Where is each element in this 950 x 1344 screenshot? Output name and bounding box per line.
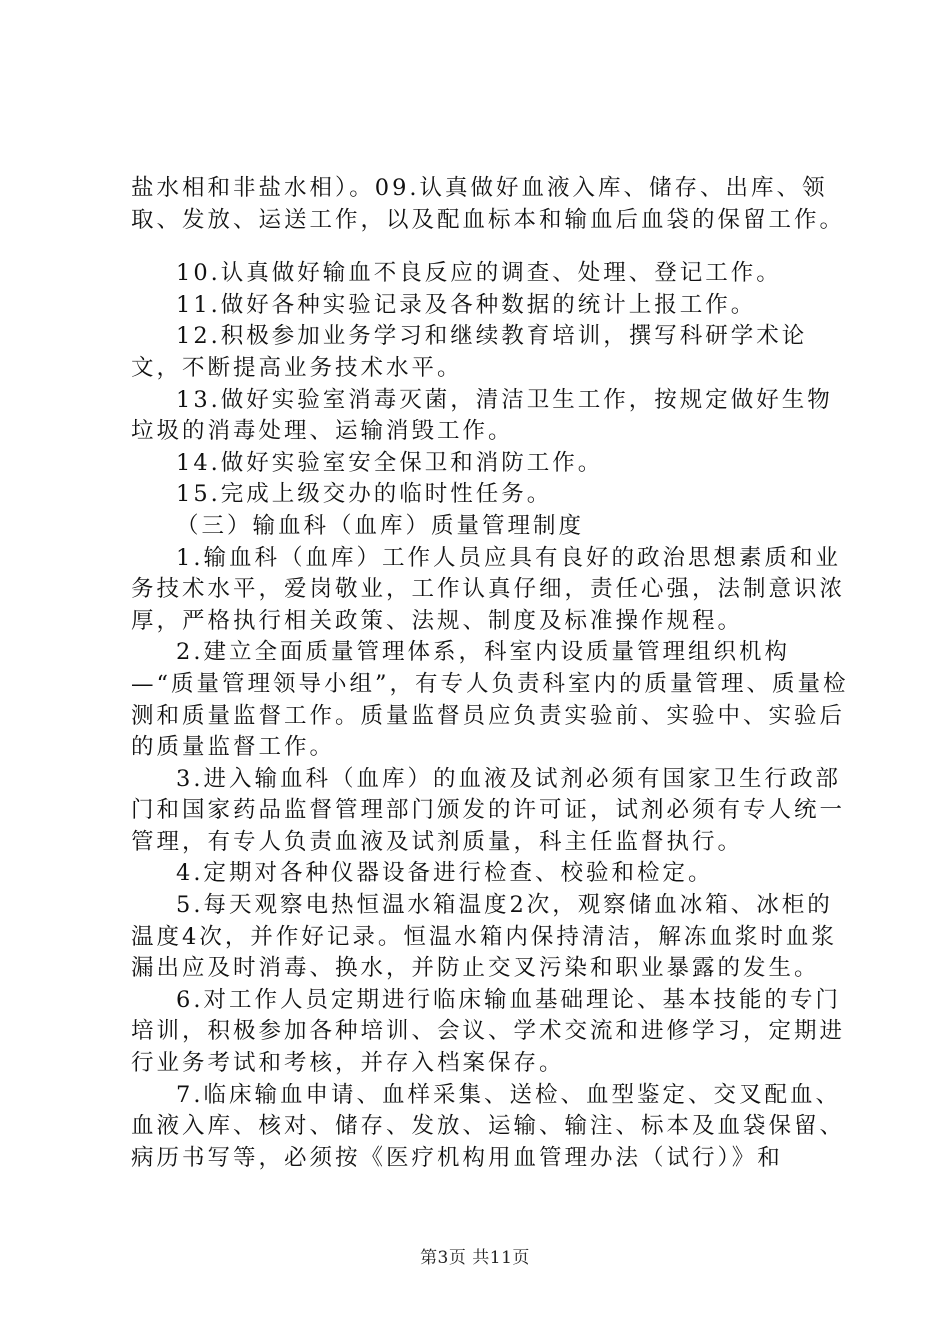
paragraph-rule-3: 3.进入输血科（血库）的血液及试剂必须有国家卫生行政部门和国家药品监督管理部门颁发的许可证，试剂必须有专人统一管理，有专人负责血液及试剂质量，科主任监督执行。 xyxy=(131,765,846,855)
paragraph-rule-5: 5.每天观察电热恒温水箱温度2次，观察储血冰箱、冰柜的温度4次，并作好记录。恒温水箱内保持清洁，解冻血浆时血浆漏出应及时消毒、换水，并防止交叉污染和职业暴露的发生。 xyxy=(131,892,837,982)
paragraph-rule-1: 1.输血科（血库）工作人员应具有良好的政治思想素质和业务技术水平，爱岗敬业，工作认真仔细，责任心强，法制意识浓厚，严格执行相关政策、法规、制度及标准操作规程。 xyxy=(131,544,846,634)
paragraph-item-15: 15.完成上级交办的临时性任务。 xyxy=(176,481,553,508)
document-body xyxy=(131,173,851,1174)
page-number-footer: 第3页 共11页 xyxy=(420,1248,530,1268)
section-heading: （三）输血科（血库）质量管理制度 xyxy=(176,512,585,539)
paragraph-item-11: 11.做好各种实验记录及各种数据的统计上报工作。 xyxy=(176,291,757,318)
paragraph-item-12: 12.积极参加业务学习和继续教育培训，撰写科研学术论文，不断提高业务技术水平。 xyxy=(131,323,808,381)
paragraph-item-10: 10.认真做好输血不良反应的调查、处理、登记工作。 xyxy=(176,260,782,287)
paragraph-rule-4: 4.定期对各种仪器设备进行检查、校验和检定。 xyxy=(176,860,714,887)
paragraph-rule-2: 2.建立全面质量管理体系，科室内设质量管理组织机构—“质量管理领导小组”，有专人负责科室内的质量管理、质量检测和质量监督工作。质量监督员应负责实验前、实验中、实验后的质量监督工作。 xyxy=(131,639,849,761)
paragraph-rule-6: 6.对工作人员定期进行临床输血基础理论、基本技能的专门培训，积极参加各种培训、会议、学术交流和进修学习，定期进行业务考试和考核，并存入档案保存。 xyxy=(131,986,846,1077)
paragraph-item-13: 13.做好实验室消毒灭菌，清洁卫生工作，按规定做好生物垃圾的消毒处理、运输消毁工作。 xyxy=(131,386,833,445)
paragraph-rule-7: 7.临床输血申请、血样采集、送检、血型鉴定、交叉配血、血液入库、核对、储存、发放、运输、输注、标本及血袋保留、病历书写等，必须按《医疗机构用血管理办法（试行）》和 xyxy=(131,1081,846,1171)
paragraph-item-14: 14.做好实验室安全保卫和消防工作。 xyxy=(176,449,604,476)
paragraph-continuation: 盐水相和非盐水相）。09.认真做好血液入库、储存、出库、领取、发放、运送工作，以及配血标本和输血后血袋的保留工作。 xyxy=(131,175,846,233)
